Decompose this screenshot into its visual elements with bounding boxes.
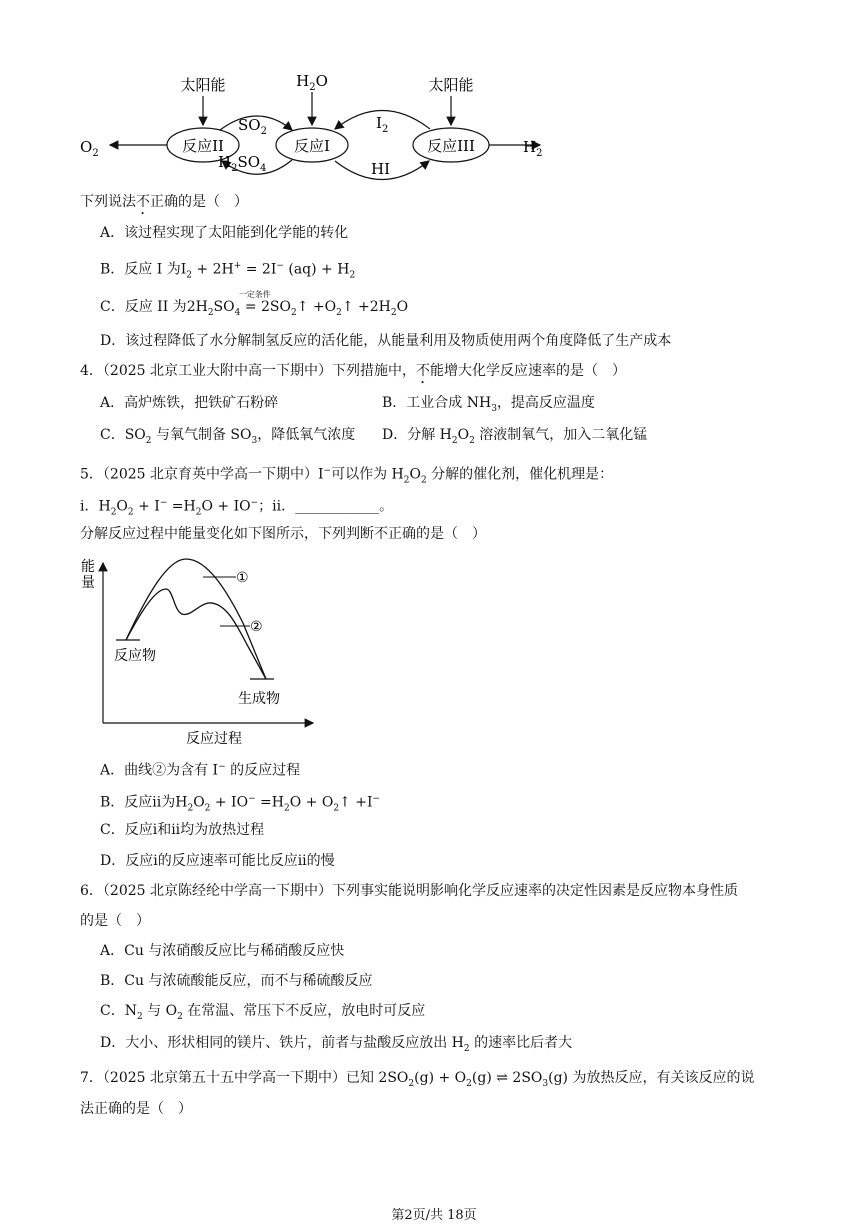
q3-option-b: B．反应 I 为$I_2 + 2H^+ = 2I^-$ $(aq) + H_2$ (100, 261, 356, 281)
q3-condition: 一定条件 (238, 290, 271, 299)
y-axis-label-1: 能 (81, 559, 95, 575)
q5-mechanism: i．$H_2O_2 + I^- =H_2O + IO^-$；ii．____________。 (80, 498, 394, 518)
o2-label: $O_2$ (80, 138, 99, 159)
curve-2-label: ② (250, 619, 263, 635)
reactant-label: 反应物 (114, 648, 156, 664)
q4-option-c: C．$SO_2$ 与氧气制备 $SO_3$，降低氧气浓度 (100, 427, 356, 446)
solar-right-label: 太阳能 (428, 76, 474, 94)
q5-option-c: C．反应i和ii均为放热过程 (100, 822, 265, 838)
reaction-cycle-diagram (70, 62, 560, 192)
solar-left-label: 太阳能 (180, 76, 226, 94)
q3-option-c: C．反应 II 为$2H_2SO_4$ 一定条件 = $2SO_2↑$ $+O_2↑ +2H_2O$ (100, 297, 408, 323)
q5-option-b: B．反应ii为$H_2O_2 + IO^- =H_2O$ + $O_2↑ +I^-$ (100, 794, 381, 814)
q6-option-c: C．$N_2$ 与 $O_2$ 在常温、常压下不反应，放电时可反应 (100, 1003, 426, 1022)
x-axis-label: 反应过程 (186, 731, 242, 747)
q3-option-a: A．该过程实现了太阳能到化学能的转化 (100, 225, 349, 241)
q4-option-a: A．高炉炼铁，把铁矿石粉碎 (100, 395, 279, 411)
q7-stem-line-1: 7．（2025 北京第五十五中学高一下期中）已知 $2SO_2(g) + O_2(g)$ ⇌ $2SO_3(g)$ 为放热反应，有关该反应的说 (80, 1070, 755, 1089)
q6-stem-line-2: 的是（ ） (80, 913, 150, 929)
reaction-ii-label: 反应II (182, 137, 224, 155)
so2-label: $SO_2$ (238, 116, 267, 137)
y-axis-label-2: 量 (81, 575, 95, 591)
q4-option-b: B．工业合成 $NH_3$，提高反应温度 (382, 395, 595, 414)
q7-stem-line-2: 法正确的是（ ） (80, 1101, 192, 1117)
curve-2 (126, 589, 266, 679)
page-footer: 第2页/共 18页 (391, 1208, 477, 1223)
q5-prompt: 分解反应过程中能量变化如下图所示，下列判断不正确的是（ ） (80, 526, 486, 542)
q5-option-a: A．曲线②为含有 I− 的反应过程 (100, 762, 301, 779)
reaction-i-label: 反应I (294, 137, 330, 155)
curve-1-label: ① (236, 570, 249, 586)
reaction-iii-label: 反应III (427, 137, 475, 155)
h2o-label: $H_2O$ (296, 72, 328, 93)
h2-label: $H_2$ (523, 138, 543, 159)
q6-option-b: B．Cu 与浓硫酸能反应，而不与稀硫酸反应 (100, 973, 373, 989)
q3-prompt: 下列说法不正确的是（ ） (80, 194, 248, 210)
q6-option-d: D．大小、形状相同的镁片、铁片，前者与盐酸反应放出 $H_2$ 的速率比后者大 (100, 1035, 573, 1054)
energy-profile-diagram (78, 553, 328, 749)
product-label: 生成物 (238, 691, 280, 707)
q5-stem: 5．（2025 北京育英中学高一下期中）I−可以作为 $H_2O_2$ 分解的催化剂，催化机理是： (80, 466, 614, 486)
i2-label: $I_2$ (376, 114, 389, 135)
h2so4-label: $H_2SO_4$ (218, 153, 267, 174)
q4-stem: 4．（2025 北京工业大附中高一下期中）下列措施中，不能增大化学反应速率的是（ ） (80, 363, 626, 379)
hi-label: HI (371, 160, 391, 178)
q4-option-d: D．分解 $H_2O_2$ 溶液制氧气，加入二氧化锰 (382, 427, 648, 446)
q6-stem-line-1: 6．（2025 北京陈经纶中学高一下期中）下列事实能说明影响化学反应速率的决定性因素是反应物本身性质 (80, 883, 738, 899)
q3-option-d: D．该过程降低了水分解制氢反应的活化能，从能量利用及物质使用两个角度降低了生产成本 (100, 333, 672, 349)
q6-option-a: A．Cu 与浓硝酸反应比与稀硝酸反应快 (100, 943, 345, 959)
q5-option-d: D．反应i的反应速率可能比反应ii的慢 (100, 853, 335, 869)
